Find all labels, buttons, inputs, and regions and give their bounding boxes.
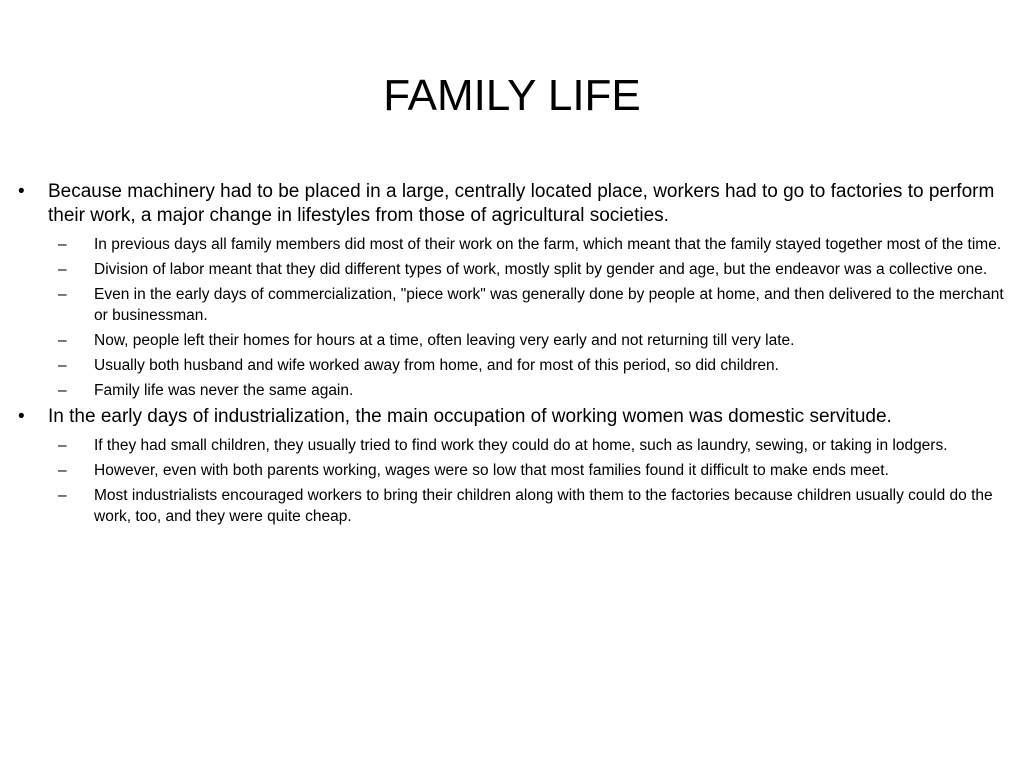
subpoint xyxy=(18,259,1014,280)
subpoint-text: Even in the early days of commercialization, "piece work" was generally done by people at home, and then delivered to the merchant or businessman. xyxy=(94,286,1004,324)
subpoint-text: Most industrialists encouraged workers to bring their children along with them to the factories because children usually could do the work, too, and they were quite cheap. xyxy=(94,487,993,525)
slide-body xyxy=(18,180,1014,531)
subpoint xyxy=(18,355,1014,376)
subpoint-text: If they had small children, they usually tried to find work they could do at home, such as laundry, sewing, or taking in lodgers. xyxy=(94,437,948,454)
subpoint xyxy=(18,234,1014,255)
subpoint-text: In previous days all family members did most of their work on the farm, which meant that the family stayed together most of the time. xyxy=(94,236,1002,253)
subpoint xyxy=(18,435,1014,456)
bullet-text: In the early days of industrialization, the main occupation of working women was domestic servitude. xyxy=(48,406,892,427)
subpoint xyxy=(18,330,1014,351)
dash-icon: – xyxy=(58,236,67,253)
bullet-text: Because machinery had to be placed in a large, centrally located place, workers had to go to factories to perform their work, a major change in lifestyles from those of agricultural societies. xyxy=(48,181,995,226)
subpoint-text: Division of labor meant that they did different types of work, mostly split by gender and age, but the endeavor was a collective one. xyxy=(94,261,988,278)
subpoint-text: Usually both husband and wife worked away from home, and for most of this period, so did children. xyxy=(94,357,779,374)
bullet-icon: • xyxy=(18,406,25,427)
dash-icon: – xyxy=(58,382,67,399)
dash-icon: – xyxy=(58,437,67,454)
subpoint-list-2 xyxy=(18,435,1014,527)
subpoint-list-1 xyxy=(18,234,1014,401)
dash-icon: – xyxy=(58,462,67,479)
bullet-point-2 xyxy=(18,405,1014,429)
subpoint-text: Family life was never the same again. xyxy=(94,382,354,399)
subpoint xyxy=(18,460,1014,481)
dash-icon: – xyxy=(58,261,67,278)
subpoint xyxy=(18,380,1014,401)
slide-title: FAMILY LIFE xyxy=(383,71,641,120)
bullet-icon: • xyxy=(18,181,25,202)
dash-icon: – xyxy=(58,357,67,374)
dash-icon: – xyxy=(58,332,67,349)
dash-icon: – xyxy=(58,286,67,303)
dash-icon: – xyxy=(58,487,67,504)
subpoint xyxy=(18,485,1014,527)
subpoint xyxy=(18,284,1014,326)
subpoint-text: Now, people left their homes for hours at a time, often leaving very early and not returning till very late. xyxy=(94,332,795,349)
bullet-point-1 xyxy=(18,180,1014,228)
subpoint-text: However, even with both parents working, wages were so low that most families found it difficult to make ends meet. xyxy=(94,462,889,479)
